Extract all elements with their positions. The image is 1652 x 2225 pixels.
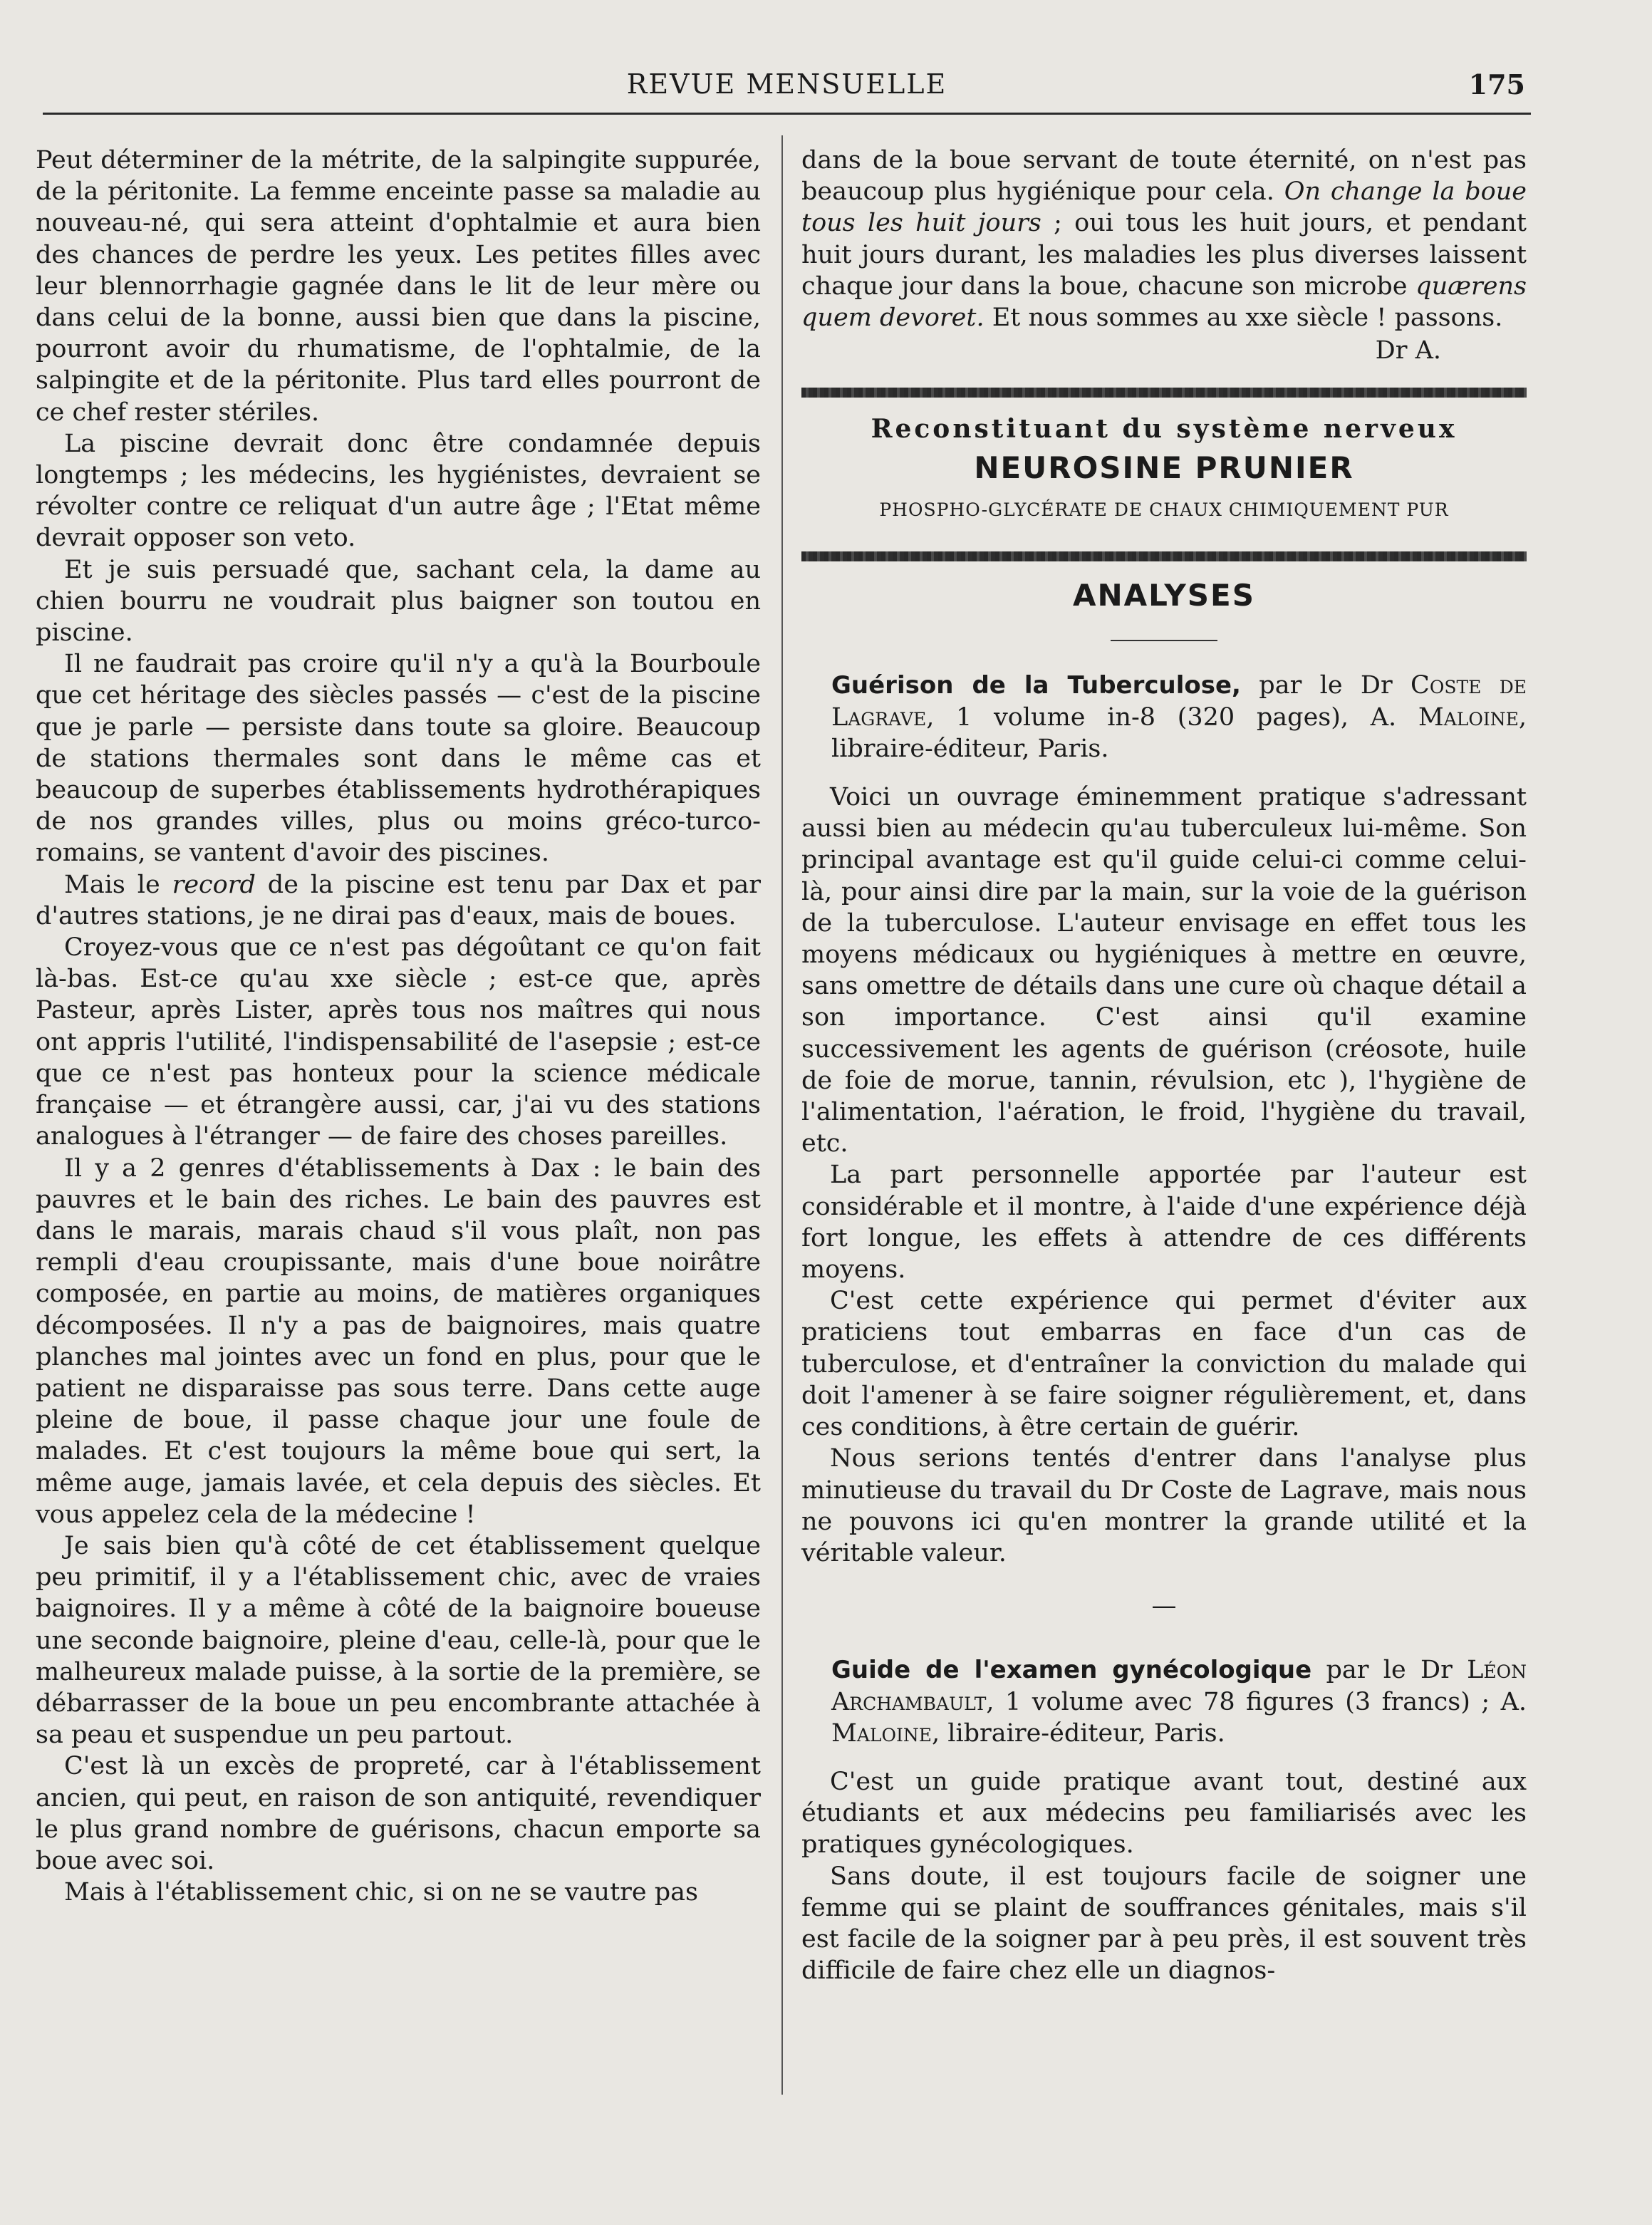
byline: par le Dr — [1311, 1656, 1467, 1685]
publisher-name: Maloine — [1418, 702, 1519, 732]
paragraph-record — [36, 869, 761, 932]
paragraph: Il y a 2 genres d'établissements à Dax : le bain des pauvres et le bain des riches. Le bain des pauvres est dans le marais, marais chaud s'il vous plaît, non pas rempli d'eau croupissante, mais d'une boue noirâtre composée, en partie au moins, de matières organiques décomposées. Il n'y a pas de baignoires, mais quatre planches mal jointes avec un fond en plus, pour que le patient ne disparaisse pas sous terre. Dans cette auge pleine de boue, il passe chaque jour une foule de malades. Et c'est toujours la même boue qui sert, la même auge, jamais lavée, et cela depuis des siècles. Et vous appelez cela de la médecine ! — [36, 1153, 761, 1529]
running-title: REVUE MENSUELLE — [626, 68, 947, 100]
ad-tagline: Reconstituant du système nerveux — [871, 414, 1458, 445]
right-column — [801, 145, 1527, 1986]
review-paragraph: Nous serions tentés d'entrer dans l'analyse plus minutieuse du travail du Dr Coste de Lagrave, mais nous ne pouvons ici qu'en montrer la grande utilité et la véritable valeur. — [801, 1444, 1527, 1567]
review-title: Guide de l'examen gynécologique — [831, 1656, 1312, 1685]
section-heading: ANALYSES — [1073, 578, 1255, 613]
review-separator: — — [1151, 1592, 1177, 1621]
byline: par le Dr — [1240, 671, 1411, 700]
review-paragraph: C'est un guide pratique avant tout, destiné aux étudiants et aux médecins peu familiarisés avec les pratiques gynécologiques. — [801, 1767, 1527, 1860]
text-segment: Et nous sommes au xxe siècle ! passons. — [984, 304, 1503, 333]
review-paragraph: Voici un ouvrage éminemment pratique s'adressant aussi bien au médecin qu'au tuberculeux lui-même. Son principal avantage est qu'il guide celui-ci comme celui-là, pour ainsi dire par la main, sur la voie de la guérison de la tuberculose. L'auteur envisage en effet tous les moyens médicaux ou hygiéniques à mettre en œuvre, sans omettre de détails dans une cure où chaque détail a son importance. C'est ainsi qu'il examine successivement les agents de guérison (créosote, huile de foie de morue, tannin, révulsion, etc ), l'hygiène de l'alimentation, l'aération, le froid, l'hygiène du travail, etc. — [801, 783, 1527, 1158]
publisher-name: Maloine — [831, 1718, 932, 1748]
spacer — [801, 1749, 1527, 1766]
text-segment: Mais le — [64, 870, 172, 899]
continuation-paragraph — [801, 145, 1527, 333]
publication-details: , 1 volume avec 78 figures (3 francs) ; A. — [986, 1687, 1527, 1716]
paragraph: La piscine devrait donc être condamnée depuis longtemps ; les médecins, les hygiénistes, devraient se révolter contre ce reliquat d'un autre âge ; l'Etat même devrait opposer son veto. — [36, 429, 761, 553]
paragraph: C'est là un excès de propreté, car à l'établissement ancien, qui peut, en raison de son antiquité, revendiquer le plus grand nombre de guérisons, chacun emporte sa boue avec soi. — [36, 1752, 761, 1875]
ad-description: PHOSPHO-GLYCÉRATE DE CHAUX CHIMIQUEMENT PUR — [879, 499, 1449, 521]
paragraph: Et je suis persuadé que, sachant cela, la dame au chien bourru ne voudrait plus baigner son toutou en piscine. — [36, 555, 761, 648]
text-segment: de la piscine est tenu par Dax et par d'autres stations, je ne dirai pas d'eaux, mais de boues. — [36, 870, 761, 930]
ad-product-name: NEUROSINE PRUNIER — [974, 450, 1354, 486]
publication-details: , libraire-éditeur, Paris. — [831, 702, 1527, 763]
publication-details: , 1 volume in-8 (320 pages), A. — [926, 702, 1418, 732]
running-header — [43, 63, 1531, 115]
paragraph: Il ne faudrait pas croire qu'il n'y a qu'à la Bourboule que cet héritage des siècles passés — c'est de la piscine que je parle — persiste dans toute sa gloire. Beaucoup de stations thermales sont dans le même cas et beaucoup de superbes établissements hydrothérapiques de nos grandes villes, plus ou moins gréco-turco-romains, se vantent d'avoir des piscines. — [36, 650, 761, 868]
italic-phrase: On change la boue tous les huit jours — [801, 177, 1527, 238]
paragraph: Peut déterminer de la métrite, de la salpingite suppurée, de la péritonite. La femme enceinte passe sa maladie au nouveau-né, qui sera atteint d'ophtalmie et aura bien des chances de perdre les yeux. Les petites filles avec leur blennorrhagie gagnée dans le lit de leur mère ou dans celui de la bonne, aussi bien que dans la piscine, pourront avoir du rhumatisme, de l'ophtalmie, de la salpingite et de la péritonite. Plus tard elles pourront de ce chef rester stériles. — [36, 146, 761, 427]
paragraph: Croyez-vous que ce n'est pas dégoûtant ce qu'on fait là-bas. Est-ce qu'au xxe siècle ; est-ce que, après Pasteur, après Lister, après tous nos maîtres qui nous ont appris l'utilité, l'indispensabilité de l'asepsie ; est-ce que ce n'est pas honteux pour la science médicale française — et étrangère aussi, car, j'ai vu des stations analogues à l'étranger — de faire des choses pareilles. — [36, 933, 761, 1151]
left-column — [36, 145, 761, 1908]
author-name: Coste de Lagrave — [831, 671, 1527, 732]
page-number: 175 — [1468, 68, 1525, 100]
spacer — [801, 764, 1527, 782]
advertisement — [801, 412, 1527, 530]
review-citation — [801, 1654, 1527, 1749]
author-name: Léon Archambault — [831, 1656, 1527, 1716]
italic-word: record — [172, 870, 256, 899]
ad-top-rule — [801, 388, 1527, 398]
review-paragraph: Sans doute, il est toujours facile de soigner une femme qui se plaint de souffrances génitales, mais s'il est facile de la soigner par à peu près, il est souvent très difficile de faire chez elle un diagnos- — [801, 1862, 1527, 1986]
heading-rule — [1111, 640, 1217, 641]
paragraph: Je sais bien qu'à côté de cet établissement quelque peu primitif, il y a l'établissement chic, avec de vraies baignoires. Il y a même à côté de la baignoire boueuse une seconde baignoire, pleine d'eau, celle-là, pour que le malheureux malade puisse, à la sortie de la première, se débarrasser de la boue un peu encombrante attachée à sa peau et suspendue un peu partout. — [36, 1531, 761, 1750]
signature: Dr A. — [1375, 336, 1441, 365]
review-citation — [801, 670, 1527, 764]
text-segment: ; oui tous les huit jours, et pendant huit jours durant, les maladies les plus diverses laissent chaque jour dans la boue, chacune son microbe — [801, 209, 1527, 301]
italic-phrase: quærens quem devoret. — [801, 271, 1527, 333]
publication-details: , libraire-éditeur, Paris. — [932, 1718, 1225, 1748]
review-paragraph: La part personnelle apportée par l'auteur est considérable et il montre, à l'aide d'une expérience déjà fort longue, les effets à attendre de ces différents moyens. — [801, 1161, 1527, 1285]
text-segment: dans de la boue servant de toute éternité, on n'est pas beaucoup plus hygiénique pour cela. — [801, 146, 1527, 207]
review-paragraph: C'est cette expérience qui permet d'éviter aux praticiens tout embarras en face d'un cas de tuberculose, et d'entraîner la conviction du malade qui doit l'amener à se faire soigner régulièrement, et, dans ces conditions, à être certain de guérir. — [801, 1287, 1527, 1442]
paragraph: Mais à l'établissement chic, si on ne se vautre pas — [64, 1878, 698, 1907]
column-divider — [781, 135, 783, 2095]
review-title: Guérison de la Tuberculose, — [831, 671, 1241, 700]
ad-bottom-rule — [801, 551, 1527, 561]
